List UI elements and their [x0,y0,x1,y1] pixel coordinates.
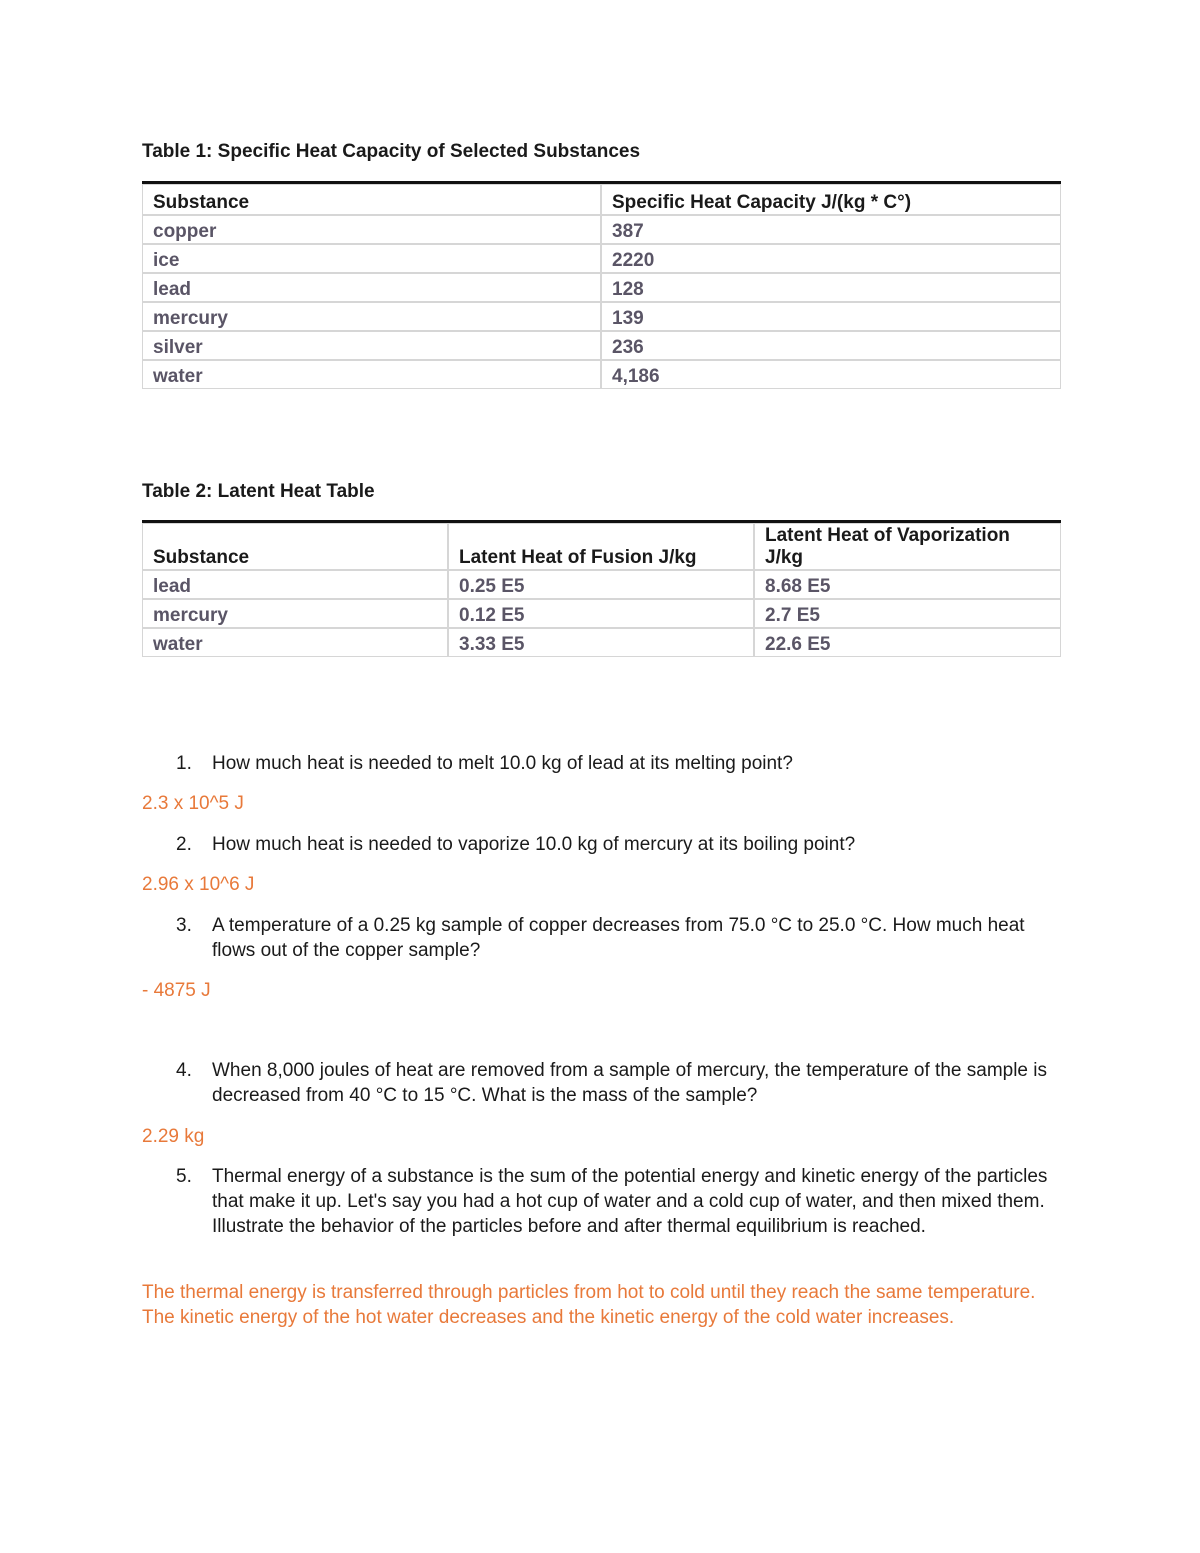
table-cell-vaporization: 22.6 E5 [754,628,1061,657]
question-number: 3. [176,915,192,936]
question-text: How much heat is needed to melt 10.0 kg of lead at its melting point? [212,753,793,774]
table-cell-vaporization: 2.7 E5 [754,599,1061,628]
question-number: 2. [176,834,192,855]
table1-title: Table 1: Specific Heat Capacity of Selected Substances [142,141,641,162]
table-header-row [142,523,1061,570]
question-text: When 8,000 joules of heat are removed from a sample of mercury, the temperature of the sample is decreased from 40 °C to 15 °C. What is the mass of the sample? [212,1060,1047,1106]
table-row [142,273,1061,302]
answer-5: The thermal energy is transferred through particles from hot to cold until they reach the same temperature. The kinetic energy of the hot water decreases and the kinetic energy of the cold water increases. [142,1282,1036,1328]
table-cell-fusion: 0.25 E5 [448,570,754,599]
table-header-cell: Latent Heat of Fusion J/kg [448,523,754,570]
table2-title: Table 2: Latent Heat Table [142,481,375,502]
table-cell-fusion: 3.33 E5 [448,628,754,657]
table-cell-substance: water [142,360,601,389]
question-5 [176,1164,1056,1239]
table-header-cell: Specific Heat Capacity J/(kg * C°) [601,184,1061,215]
table-row [142,244,1061,273]
question-text: Thermal energy of a substance is the sum of the potential energy and kinetic energy of the particles that make it up. Let's say you had a hot cup of water and a cold cup of water, and then mixed them. Illustrate the behavior of the particles before and after thermal equilibrium is reached. [212,1166,1048,1237]
table-cell-substance: ice [142,244,601,273]
question-3 [176,913,1056,963]
table-cell-substance: copper [142,215,601,244]
question-number: 4. [176,1060,192,1081]
table-cell-value: 236 [601,331,1061,360]
table-cell-value: 139 [601,302,1061,331]
table-header-cell: Substance [142,184,601,215]
question-number: 1. [176,753,192,774]
table-row [142,360,1061,389]
table-cell-substance: water [142,628,448,657]
answer-3: - 4875 J [142,980,211,1001]
table-cell-vaporization: 8.68 E5 [754,570,1061,599]
table-cell-value: 387 [601,215,1061,244]
table-header-cell: Latent Heat of Vaporization J/kg [754,523,1061,570]
table-header-row [142,184,1061,215]
table-cell-substance: lead [142,570,448,599]
table-row [142,599,1061,628]
table-cell-value: 4,186 [601,360,1061,389]
table-cell-substance: mercury [142,599,448,628]
table-row [142,302,1061,331]
table-cell-fusion: 0.12 E5 [448,599,754,628]
table-row [142,215,1061,244]
question-text: A temperature of a 0.25 kg sample of copper decreases from 75.0 °C to 25.0 °C. How much heat flows out of the copper sample? [212,915,1025,961]
table-cell-value: 2220 [601,244,1061,273]
answer-4: 2.29 kg [142,1126,205,1147]
question-4 [176,1058,1056,1108]
table-row [142,570,1061,599]
latent-heat-table [142,520,1061,657]
answer-1: 2.3 x 10^5 J [142,793,244,814]
specific-heat-table [142,181,1061,389]
table-cell-substance: lead [142,273,601,302]
question-2 [176,832,1056,857]
question-1 [176,751,1056,776]
table-cell-substance: mercury [142,302,601,331]
question-number: 5. [176,1166,192,1187]
table-cell-value: 128 [601,273,1061,302]
table-header-cell: Substance [142,523,448,570]
answer-2: 2.96 x 10^6 J [142,874,255,895]
table-cell-substance: silver [142,331,601,360]
question-text: How much heat is needed to vaporize 10.0 kg of mercury at its boiling point? [212,834,856,855]
table-row [142,628,1061,657]
table-row [142,331,1061,360]
